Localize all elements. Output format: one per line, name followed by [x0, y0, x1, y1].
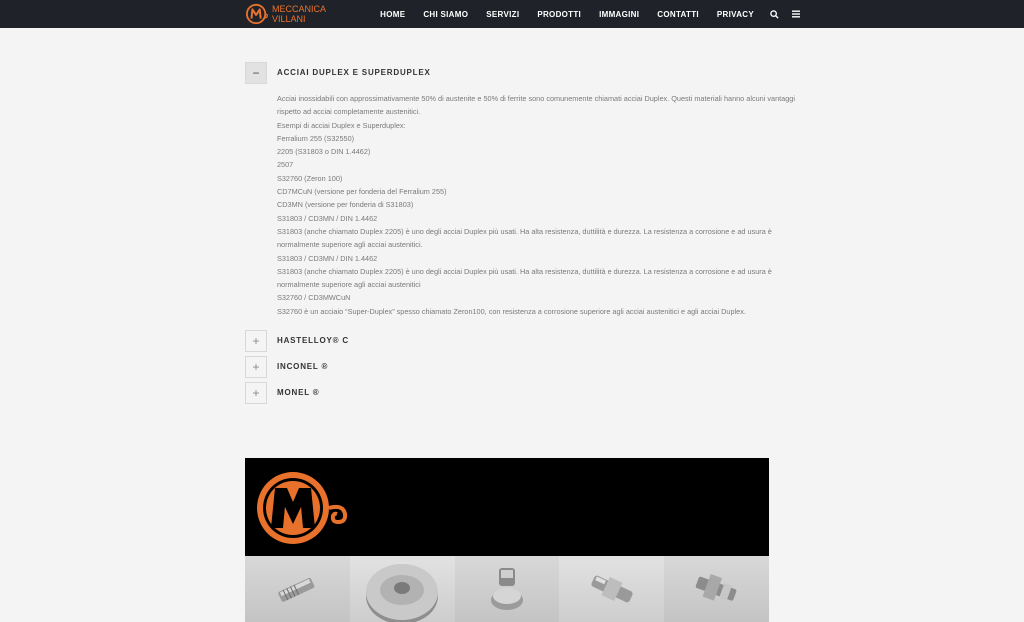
content-line: Ferralium 255 (S32550)	[277, 133, 355, 143]
product-image-threaded-bushing	[245, 556, 350, 622]
content-paragraph: S32760 è un acciaio “Super-Duplex” spesso chiamato Zeron100, con resistenza a corrosione superiore agli acciai austenitici e agli acciai Duplex.	[277, 306, 746, 316]
logo-icon	[246, 3, 268, 25]
main-nav	[371, 0, 807, 28]
nav-prodotti[interactable]: PRODOTTI	[537, 9, 582, 19]
product-image-flange-disc	[350, 556, 455, 622]
nav-chi-siamo[interactable]: CHI SIAMO	[423, 9, 469, 19]
accordion-title[interactable]: MONEL ®	[277, 388, 320, 397]
hamburger-menu-icon[interactable]	[785, 0, 807, 28]
nav-immagini[interactable]: IMMAGINI	[599, 9, 640, 19]
logo-line-2: VILLANI	[272, 14, 306, 24]
content-line: S32760 (Zeron 100)	[277, 173, 343, 183]
content-line: S32760 / CD3MWCuN	[277, 293, 351, 303]
content-line: S31803 / CD3MN / DIN 1.4462	[277, 253, 378, 263]
content-line: CD3MN (versione per fonderia di S31803)	[277, 200, 414, 210]
accordion-collapse-button[interactable]: −	[245, 62, 267, 84]
search-icon[interactable]	[763, 0, 785, 28]
product-image-pipe-fitting	[664, 556, 769, 622]
content-line: CD7MCuN (versione per fonderia del Ferralium 255)	[277, 187, 447, 197]
product-image-nozzle-fitting	[455, 556, 560, 622]
site-logo[interactable]	[246, 2, 326, 26]
content-line: Esempi di acciai Duplex e Superduplex:	[277, 120, 406, 130]
content-paragraph: S31803 (anche chiamato Duplex 2205) è uno degli acciai Duplex più usati. Ha alta resistenza, duttilità e durezza. La resistenza a corrosione e ad usura è normalmente superiore agli acciai austenitici	[277, 266, 772, 290]
accordion-title[interactable]: INCONEL ®	[277, 362, 329, 371]
accordion-title[interactable]: ACCIAI DUPLEX E SUPERDUPLEX	[277, 68, 431, 77]
products-strip	[245, 556, 769, 622]
nav-privacy[interactable]: PRIVACY	[716, 9, 754, 19]
accordion-title[interactable]: HASTELLOY® C	[277, 336, 349, 345]
accordion-expand-button[interactable]: +	[245, 330, 267, 352]
content-paragraph: S31803 (anche chiamato Duplex 2205) è uno degli acciai Duplex più usati. Ha alta resistenza, duttilità e durezza. La resistenza a corrosione e ad usura è normalmente superiore agli acciai austenitici.	[277, 226, 772, 250]
nav-servizi[interactable]: SERVIZI	[486, 9, 520, 19]
content-line: 2507	[277, 160, 294, 170]
top-navigation-bar	[0, 0, 1024, 28]
accordion-expand-button[interactable]: +	[245, 382, 267, 404]
accordion-expand-button[interactable]: +	[245, 356, 267, 378]
meccanica-villani-logo-icon	[253, 466, 353, 550]
product-image-valve-fitting	[559, 556, 664, 622]
accordion-content-duplex	[277, 92, 797, 318]
logo-text	[272, 4, 326, 24]
logo-line-1: MECCANICA	[272, 4, 327, 14]
content-line: 2205 (S31803 o DIN 1.4462)	[277, 147, 371, 157]
content-line: S31803 / CD3MN / DIN 1.4462	[277, 213, 378, 223]
nav-home[interactable]: HOME	[380, 9, 406, 19]
nav-contatti[interactable]: CONTATTI	[657, 9, 699, 19]
content-paragraph: Acciai inossidabili con approssimativamente 50% di austenite e 50% di ferrite sono comunemente chiamati acciai Duplex. Questi materiali hanno alcuni vantaggi rispetto ad acciai completamente austenitici.	[277, 94, 795, 117]
company-banner	[245, 458, 769, 556]
